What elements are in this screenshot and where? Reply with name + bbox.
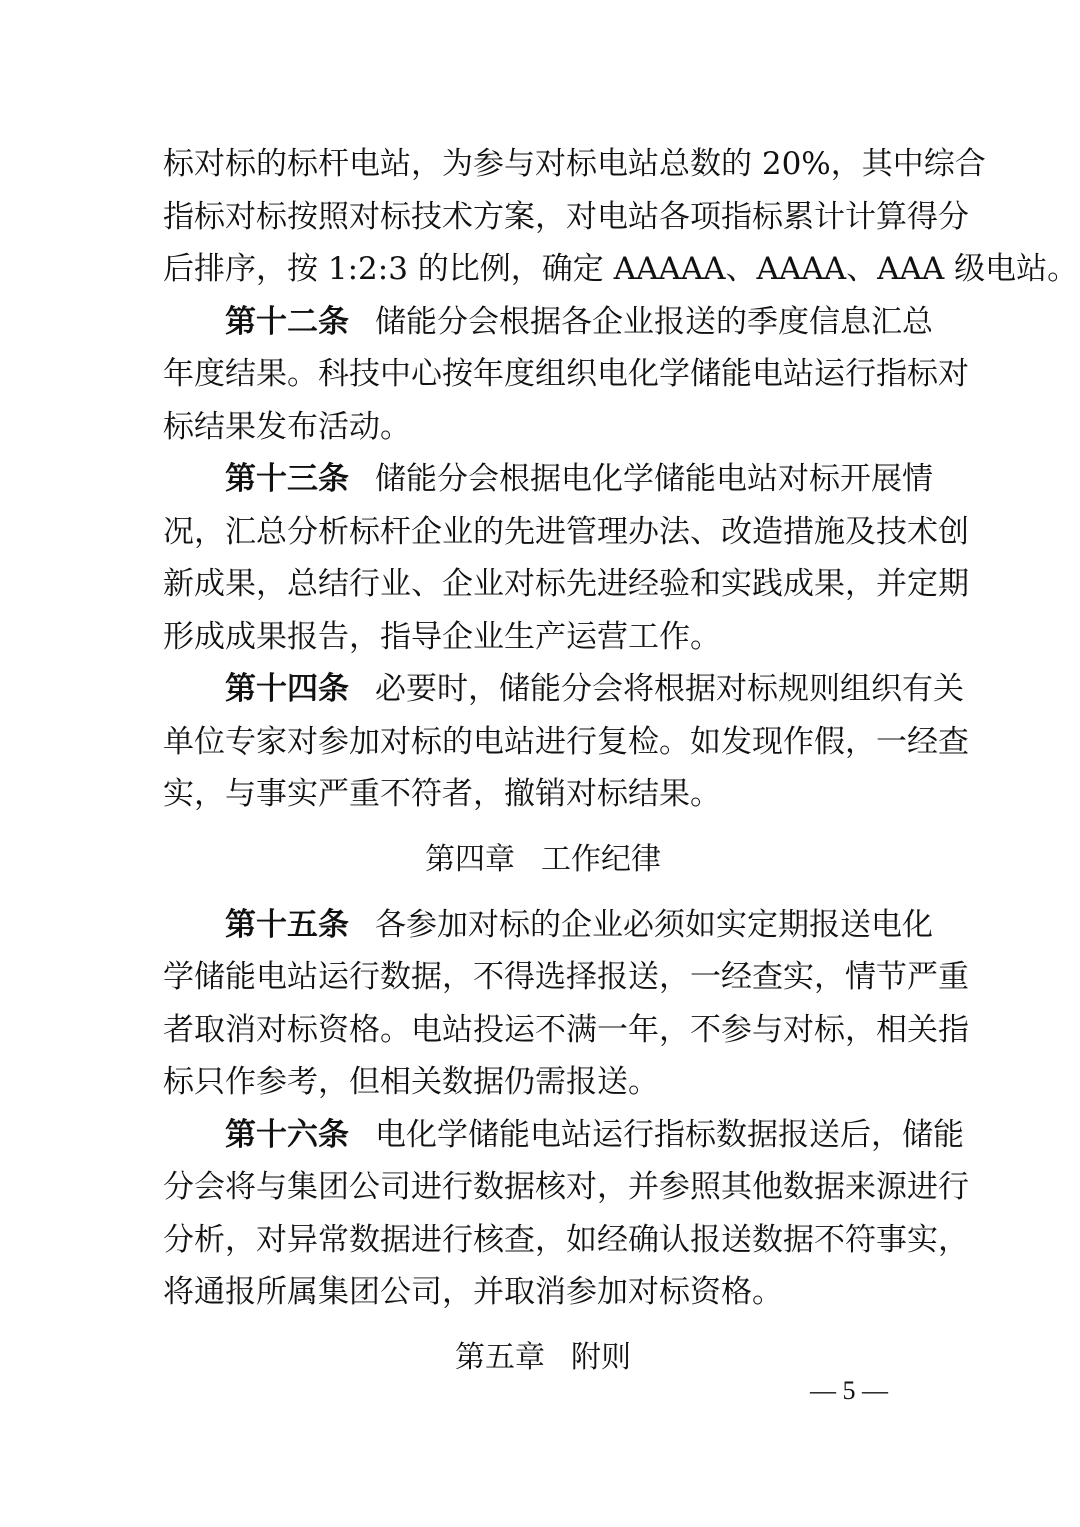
article-label: 第十四条	[225, 671, 349, 707]
article-15	[163, 899, 969, 1109]
text-line: 指标对标按照对标技术方案，对电站各项指标累计计算得分	[163, 198, 969, 235]
paragraph-continuation	[163, 138, 1079, 296]
article-label: 第十六条	[225, 1116, 349, 1153]
text-line: 标只作参考，但相关数据仍需报送。	[163, 1064, 659, 1100]
article-text: 电化学储能电站运行指标数据报送后，储能	[375, 1116, 964, 1153]
document-page	[163, 138, 1079, 1397]
article-first-line	[163, 663, 964, 716]
article-label: 第十五条	[225, 906, 349, 943]
text-line: 者取消对标资格。电站投运不满一年，不参与对标，相关指	[163, 1011, 969, 1048]
article-text: 储能分会根据电化学储能电站对标开展情	[375, 461, 933, 497]
chapter-heading-4	[163, 821, 923, 899]
chapter-number: 第五章	[455, 1339, 545, 1375]
article-first-line	[163, 296, 933, 349]
article-text: 储能分会根据各企业报送的季度信息汇总	[375, 303, 933, 340]
chapter-number: 第四章	[425, 841, 515, 877]
article-13	[163, 453, 969, 663]
text-line: 分会将与集团公司进行数据核对，并参照其他数据来源进行	[163, 1169, 969, 1205]
article-16	[163, 1109, 969, 1319]
article-label: 第十二条	[225, 303, 349, 340]
chapter-title: 工作纪律	[541, 841, 661, 877]
chapter-title: 附则	[571, 1339, 631, 1375]
page-number: — 5 —	[810, 1376, 888, 1405]
text-line: 单位专家对参加对标的电站进行复检。如发现作假，一经查	[163, 723, 969, 760]
text-line: 形成成果报告，指导企业生产运营工作。	[163, 618, 721, 655]
article-first-line	[163, 1109, 964, 1162]
text-line: 年度结果。科技中心按年度组织电化学储能电站运行指标对	[163, 356, 969, 392]
article-first-line	[163, 899, 933, 952]
text-line: 学储能电站运行数据，不得选择报送，一经查实，情节严重	[163, 959, 969, 995]
article-label: 第十三条	[225, 461, 349, 497]
text-line: 标对标的标杆电站，为参与对标电站总数的 20%，其中综合	[163, 146, 986, 182]
article-first-line	[163, 453, 933, 506]
text-line: 分析，对异常数据进行核查，如经确认报送数据不符事实，	[163, 1221, 969, 1258]
text-line: 标结果发布活动。	[163, 408, 411, 445]
text-line: 后排序，按 1:2:3 的比例，确定 AAAAA、AAAA、AAA 级电站。	[163, 251, 1079, 287]
text-line: 将通报所属集团公司，并取消参加对标资格。	[163, 1274, 783, 1310]
chapter-heading-5	[163, 1319, 923, 1397]
article-12	[163, 296, 969, 454]
article-14	[163, 663, 969, 821]
text-line: 实，与事实严重不符者，撤销对标结果。	[163, 776, 721, 812]
article-text: 各参加对标的企业必须如实定期报送电化	[375, 906, 933, 943]
article-text: 必要时，储能分会将根据对标规则组织有关	[375, 671, 964, 707]
text-line: 况，汇总分析标杆企业的先进管理办法、改造措施及技术创	[163, 513, 969, 550]
text-line: 新成果，总结行业、企业对标先进经验和实践成果，并定期	[163, 566, 969, 602]
